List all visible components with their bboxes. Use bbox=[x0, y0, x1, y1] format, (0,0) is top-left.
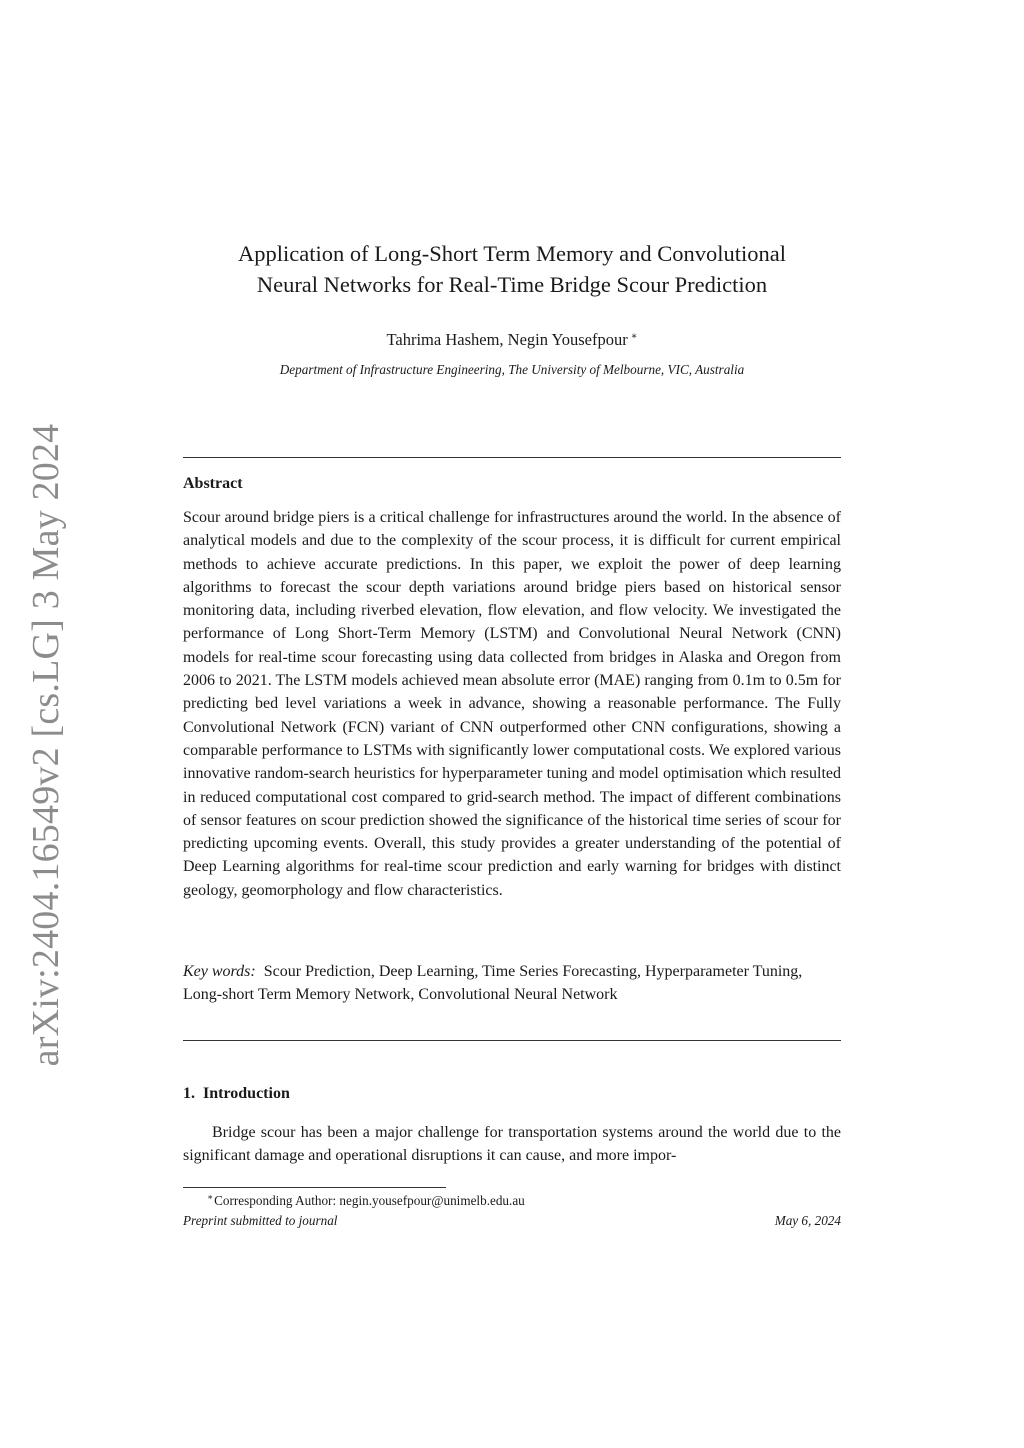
footer-date: May 6, 2024 bbox=[774, 1213, 841, 1228]
keywords-text: Scour Prediction, Deep Learning, Time Series Forecasting, Hyperparameter Tuning, Long-short Term Memory Network, Convolutional Neural Network bbox=[183, 963, 803, 1004]
introduction-paragraph: Bridge scour has been a major challenge for transportation systems around the world due to the significant damage and operational disruptions it can cause, and more impor- bbox=[183, 1124, 841, 1165]
section-number: 1. bbox=[183, 1085, 195, 1102]
section-title: Introduction bbox=[203, 1085, 290, 1102]
footnote-mark: ∗ bbox=[207, 1192, 214, 1202]
arxiv-identifier-stamp: arXiv:2404.16549v2 [cs.LG] 3 May 2024 bbox=[25, 423, 67, 1067]
author-affiliation: Department of Infrastructure Engineering, The University of Melbourne, VIC, Australia bbox=[279, 362, 745, 377]
keywords-block bbox=[183, 960, 823, 1007]
section-heading-introduction bbox=[183, 1085, 290, 1103]
abstract-text: Scour around bridge piers is a critical challenge for infrastructures around the world. In the absence of analytical models and due to the complexity of the scour process, it is difficult for current empirical methods to achieve accurate predictions. In this paper, we exploit the power of deep learning algorithms to forecast the scour depth variations around bridge piers based on historical sensor monitoring data, including riverbed elevation, flow elevation, and flow velocity. We investigated the performance of Long Short-Term Memory (LSTM) and Convolutional Neural Network (CNN) models for real-time scour forecasting using data collected from bridges in Alaska and Oregon from 2006 to 2021. The LSTM models achieved mean absolute error (MAE) ranging from 0.1m to 0.5m for predicting bed level variations a week in advance, showing a reasonable performance. The Fully Convolutional Network (FCN) variant of CNN outperformed other CNN configurations, showing a comparable performance to LSTMs with significantly lower computational costs. We explored various innovative random-search heuristics for hyperparameter tuning and model optimisation which resulted in reduced computational cost compared to grid-search method. The impact of different combinations of sensor features on scour prediction showed the significance of the historical time series of scour for predicting upcoming events. Overall, this study provides a greater understanding of the potential of Deep Learning algorithms for real-time scour prediction and early warning for bridges with distinct geology, geomorphology and flow characteristics. bbox=[183, 509, 841, 899]
title-line-1: Application of Long-Short Term Memory and Convolutional bbox=[238, 241, 786, 266]
abstract-top-rule bbox=[183, 457, 841, 458]
abstract-heading: Abstract bbox=[183, 475, 243, 492]
keywords-label: Key words: bbox=[183, 963, 256, 980]
footer-preprint-note: Preprint submitted to journal bbox=[183, 1213, 338, 1228]
footnote bbox=[183, 1192, 525, 1209]
author-names: Tahrima Hashem, Negin Yousefpour bbox=[386, 330, 628, 349]
abstract-bottom-rule bbox=[183, 1040, 841, 1041]
footnote-text: Corresponding Author: negin.yousefpour@unimelb.edu.au bbox=[214, 1193, 525, 1208]
footnote-separator bbox=[183, 1187, 446, 1188]
title-line-2: Neural Networks for Real-Time Bridge Scour Prediction bbox=[256, 272, 768, 297]
corresponding-author-mark: ∗ bbox=[630, 331, 638, 342]
author-list bbox=[130, 330, 894, 350]
paper-title bbox=[130, 238, 894, 300]
